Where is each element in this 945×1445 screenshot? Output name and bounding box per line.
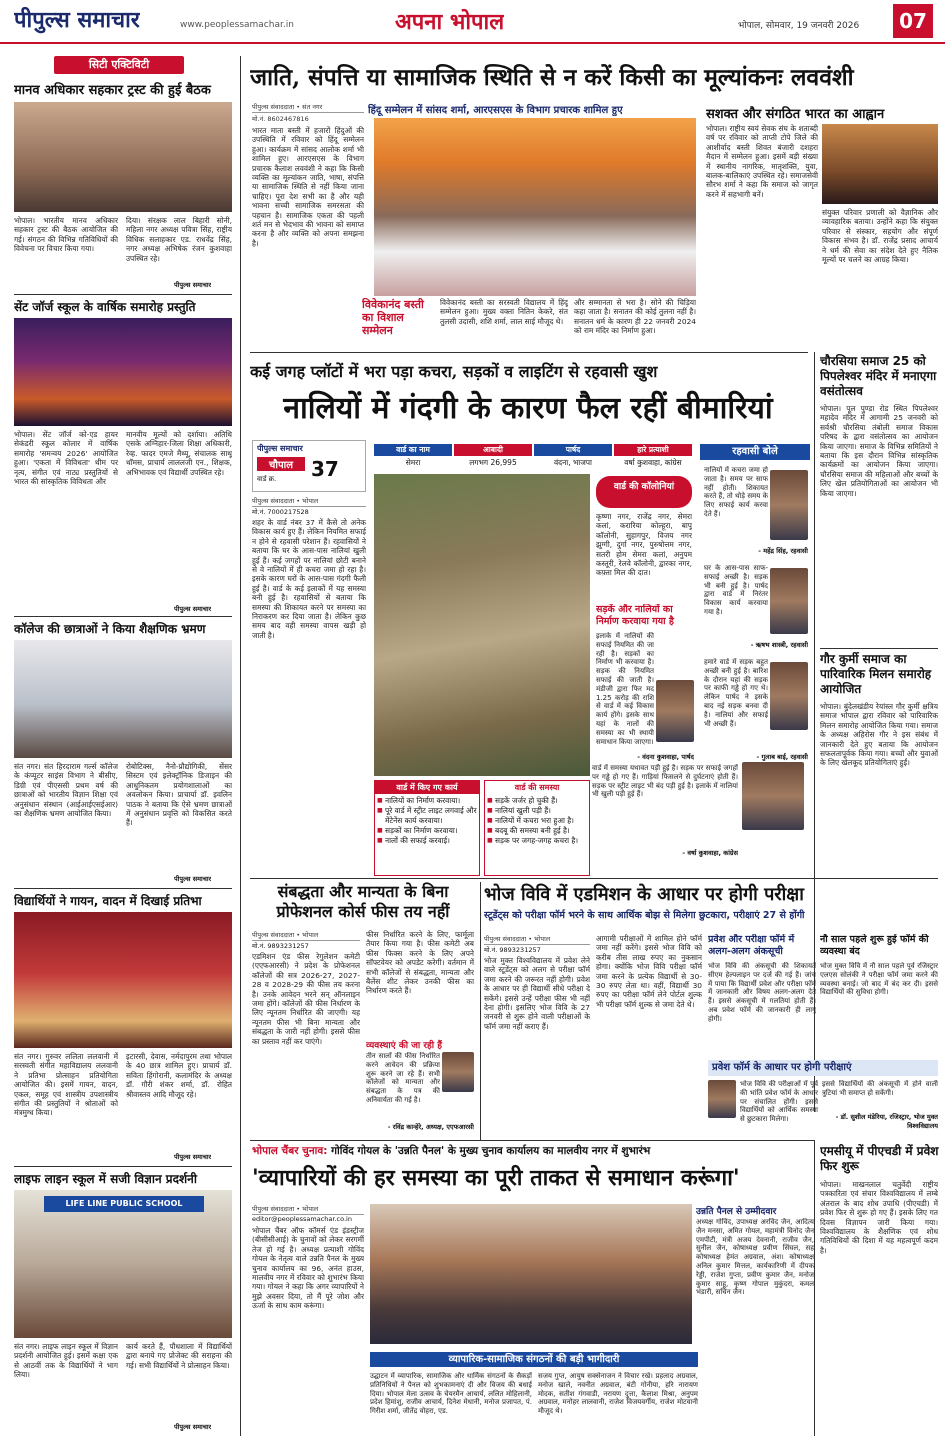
ward-table-head-4: हारे प्रत्याशी xyxy=(614,444,692,456)
bhoj-side-2-body: भोज विवि की परीक्षाओं में पूर्व की भांति प्रवेश फॉर्म के आधार पर संचालित होंगी। इससे विद्यार्थियों को आर्थिक समस्या से छुटकारा मिलेगा। xyxy=(740,1080,818,1124)
right-story-3-body: भोज मुक्त विवि में नौ साल पहले पूर्व रजिस्ट्रार एलएस सोलंकी ने परीक्षा फॉर्म जमा करने की व्यवस्था बनाई। जो बाद में बंद कर दी। इससे विद्यार्थियों की सुविधा होगी। xyxy=(820,962,938,997)
chamber-email: editor@peoplessamachar.co.in xyxy=(252,1215,352,1223)
problems-box xyxy=(484,780,590,876)
right-story-2-title: गौर कुर्मी समाज का पारिवारिक मिलन समारोह आयोजित xyxy=(820,652,932,696)
left-story-4-title: विद्यार्थियों ने गायन, वादन में दिखाई प्रतिभा xyxy=(14,894,202,908)
problems-title: वार्ड की समस्या xyxy=(514,783,560,792)
ward-table-val-1: सेमरा xyxy=(405,458,421,467)
ward-table-head-3: पार्षद xyxy=(534,444,612,456)
left-story-1-photo xyxy=(14,102,232,212)
left-story-4-credit: पीपुल्स समाचार xyxy=(174,1153,212,1161)
resident-2-text: घर के आस-पास साफ-सफाई अच्छी है। सड़क भी बनी हुई है। पार्षद द्वारा वार्ड में निरंतर विकास कार्य करवाया गया है। xyxy=(704,564,768,616)
ward-number: 37 xyxy=(311,457,339,481)
fees-body: एडमिशन एंड फीस रेगुलेशन कमेटी (एएफआरसी) ने प्रदेश के प्रोफेशनल कॉलेजों की सत्र 2026-27, 2027-28 व 2028-29 की फीस तय करना है। उनके आवेदन भरने सन् ऑनलाइन जमा होंगे। कॉलेजों की फीस निर्धारण के लिए न्यूनतम निर्धारित की जाएगी। यह न्यूनतम फीस भी बिना मान्यता और संबद्धता के जारी नहीं होगी। इससे फीस का प्रस्ताव नहीं कर पाएंगे। xyxy=(252,952,360,1046)
resident-2-photo xyxy=(770,568,808,634)
lead-phone: मो.नं. 8602467816 xyxy=(252,115,309,123)
fees-phone: मो.नं. 9893231257 xyxy=(252,942,309,950)
fees-body-2: फीस निर्धारित करने के लिए, फार्मूला तैयार किया गया है। फीस कमेटी अब फीस फिक्स करने के लिए अपने सॉफ्टवेयर को अपडेट करेगी। वर्तमान में सभी कॉलेजों से संबद्धता, मान्यता और बैलेंस शीट लेकर उनकी फीस का निर्धारण करते हैं। xyxy=(366,930,474,996)
resident-3-sign: - गुलाब बाई, रहवासी xyxy=(756,753,808,761)
fees-box-body: तीन सालों की फीस निर्धारित करने आवेदन की प्रक्रिया शुरू करने जा रहे हैं। सभी कॉलेजों को मान्यता और संबद्धता के पत्र की अनिवार्यता की गई है। xyxy=(366,1052,440,1104)
civic-phone: मो.नं. 7000217528 xyxy=(252,508,309,516)
left-column xyxy=(14,56,232,1436)
page-number: 07 xyxy=(893,4,933,38)
bhoj-side-2-sign: - डॉ. सुशील मंडेरिया, रजिस्ट्रार, भोज मुक्त विश्वविद्यालय xyxy=(835,1113,938,1130)
civic-body: शहर के वार्ड नंबर 37 में कैसे तो अनेक विकास कार्य हुए हैं। लेकिन नियमित सफाई न होने से रहवासी परेशान हैं। रहवासियों ने बताया कि घर के आस-पास नालियां खुली हुई हैं। कई जगहों पर नालियां छोटी बनाने से वे नालियों में ही कचरा जमा हो रहा है। इसके कारण घरों के आस-पास गंदगी फैली हुई है। वार्ड के कई इलाकों में यह समस्या बनी हुई है। रहवासियों से बताया कि समस्या की शिकायत करने पर समस्या का निराकरण कर दिया जाता है। लेकिन कुछ समय बाद वही समस्या वापस खड़ी हो जाती है। xyxy=(252,518,366,640)
bhoj-byline: पीपुल्स संवाददाता • भोपाल xyxy=(484,934,590,945)
chamber-bar-body-2: सजय गुप्त, आयुष सक्सेनाजन ने विचार रखे। प्रहलाद अग्रवाल, मनोज खाले, नवनीत अग्रवाल, बंटी गोनीया, हरि नारायण मोदक, सतीश गंगवाडी, नरायण दुत्ता, कैलाश मिश्रा, अनुपम अग्रवाल, मनोहर लालवानी, राजेश विजयवर्गीय, राजेश मोटवानी मौजूद थे। xyxy=(538,1372,698,1416)
left-story-5-credit: पीपुल्स समाचार xyxy=(174,1423,212,1431)
right-story-4-body: भोपाल। माखनलाल चतुर्वेदी राष्ट्रीय पत्रकारिता एवं संचार विश्वविद्यालय में लम्बे अंतराल के बाद शोध उपाधि (पीएचडी) में प्रवेश फिर से शुरू हो गए हैं। इसके लिए गत दिवस विज्ञापन जारी किया गया। विश्वविद्यालय के शैक्षणिक एवं शोध गतिविधियों की दिशा में यह महत्वपूर्ण कदम है। xyxy=(820,1180,938,1255)
civic-quote-2: वार्ड में समस्या यथावत पड़ी हुई है। सड़क पर सफाई जगहों पर गड्ढे हो गए हैं। गाड़ियां फिसलने से दुर्घटनाएं होती हैं। सड़क पर स्ट्रीट लाइट भी बंद पड़ी हुई है। इलाके में नालियां भी खुली पड़ी हुई हैं। xyxy=(592,764,738,799)
bhoj-phone: मो.नं. 9893231257 xyxy=(484,946,541,954)
bhoj-side-1-body: भोज विवि की अंकसूची की शिकायतें सीएम हेल्पलाइन पर दर्ज की गई हैं। जांच में पाया कि विद्यार्थी प्रवेश और परीक्षा फॉर्म में जानकारी और विषय अलग-अलग देते हैं। इससे अंकसूची में गलतियां होती हैं। अब प्रवेश फॉर्म की जानकारी ही लागू होगी। xyxy=(708,962,816,1023)
chamber-panel-body: अध्यक्ष गोविंद, उपाध्यक्ष अरविंद जैन, आदित्य जैन मनसा, अमित गोयल, महामंत्री विनोद जैन एमपीटी, मंत्री अजय देवनानी, राजीव जैन, सुनील जैन, कोषाध्यक्ष प्रवीण सिंघल, सह कोषाध्यक्ष हेमंत अग्रवाल, अंश। कोषाध्यक्ष अनिल कुमार मित्तल, कार्यकारिणी में दीपक रेड्डी, राजेश गुप्ता, प्रवीण कुमार जैन, मनोज कुमार साहू, कृष्ण गोपाल मुकुंदरा, कमल भंडारी, सचिन जैन। xyxy=(696,1218,814,1297)
civic-kicker: कई जगह प्लॉटों में भरा पड़ा कचरा, सड़कों व लाइटिंग से रहवासी खुश xyxy=(250,362,658,381)
left-story-1-body-a: भोपाल। भारतीय मानव अधिकार सहकार ट्रस्ट की बैठक आयोजित की गई। संगठन की विभिन्न गतिविधियों की विवेचना पर विचार किया गया। xyxy=(14,216,118,254)
residents-panel xyxy=(700,444,810,762)
chamber-panel-extra xyxy=(704,1358,814,1434)
problems-item: ■ बदबू की समस्या बनी हुई है। xyxy=(487,826,589,836)
left-story-4-photo xyxy=(14,912,232,1048)
resident-1-sign: - महेंद्र सिंह, रहवासी xyxy=(758,547,808,555)
ward-table-head-1: वार्ड का नाम xyxy=(374,444,452,456)
left-story-2-title: सेंट जॉर्ज स्कूल के वार्षिक समारोह प्रस्तुति xyxy=(14,300,196,314)
left-story-3-credit: पीपुल्स समाचार xyxy=(174,875,212,883)
ward-table xyxy=(374,444,692,472)
left-story-5-body-a: संत नगर। लाइफ लाइन स्कूल में विज्ञान प्रदर्शनी आयोजित हुई। इसमें कक्षा एक से आठवीं तक के विद्यार्थियों ने भाग लिया। xyxy=(14,1342,118,1380)
chamber-kicker-label: भोपाल चैंबर चुनाव: xyxy=(252,1145,328,1157)
works-item: ■ सड़कों का निर्माण करवाया। xyxy=(377,826,479,836)
problems-item: ■ नालियों में कचरा भरा हुआ है। xyxy=(487,816,589,826)
lead-photo xyxy=(374,118,696,296)
left-story-5-photo xyxy=(14,1190,232,1338)
civic-headline: नालियों में गंदगी के कारण फैल रहीं बीमारियां xyxy=(283,391,773,426)
works-item: ■ नालों की सफाई करवाई। xyxy=(377,836,479,846)
chamber-kicker xyxy=(252,1144,812,1158)
problems-item: ■ नालियां खुली पड़ी हैं। xyxy=(487,806,589,816)
chamber-panel-title: उन्नति पैनल से उम्मीदवार xyxy=(696,1207,777,1217)
civic-box-body: इलाके में नालियों की सफाई नियमित की जा रही है। सड़कों का निर्माण भी करवाया है। सड़क की नियमित सफाई की जाती है। मंडीजी द्वारा फिर मद 1.25 करोड़ की राशि से वार्ड में कई विकास कार्य होंगे। इसके साथ यहां के नालों की समस्या का भी स्थायी समाधान किया जाएगा। xyxy=(596,632,654,746)
lead-caption-a: विवेकानंद बस्ती का सरस्वती विद्यालय में हिंदू सम्मेलन हुआ। मुख्य वक्ता नितिन केकरे, संत तुलसी उदासी, शशि शर्मा, लाल साई मौजूद थे। xyxy=(440,298,568,326)
opposition-photo xyxy=(742,762,804,830)
lead-body: भारत माता बस्ती में हजारों हिंदुओं की उपस्थिति में रविवार को हिंदू सम्मेलन हुआ। कार्यक्रम में सांसद आलोक शर्मा भी शामिल हुए। आरएसएस के विभाग प्रचारक कैलाश लववंशी ने कहा कि किसी व्यक्ति का मूल्यांकन जाति, भाषा, संपत्ति या सामाजिक स्थिति से नहीं किया जाना चाहिए। पूरा देश सभी का है और यही भावना सच्ची सामाजिक समरसता की पहचान है। सामाजिक एकता की पहली शर्त मन से भेदभाव की भावना को समाप्त करना है और व्यक्ति को अपना समझना है। xyxy=(252,126,364,248)
problems-item: ■ सड़कें जर्जर हो चुकी हैं। xyxy=(487,796,589,806)
ward-table-val-3: वंदना, भाजपा xyxy=(553,458,592,467)
councillor-photo xyxy=(656,680,694,742)
left-story-4-body-b: इटारसी, देवास, नर्मदापुरम तथा भोपाल के 40 छात्र शामिल हुए। प्राचार्य डॉ. सविता हिंगोरानी, कलामंदिर के अध्यक्ष डॉ. गौरी शंकर शर्मा, डॉ. रोहित श्रीवास्तव आदि मौजूद रहे। xyxy=(126,1052,232,1099)
civic-photo xyxy=(374,474,590,776)
lead-deck: हिंदू सम्मेलन में सांसद शर्मा, आरएसएस के विभाग प्रचारक शामिल हुए xyxy=(368,105,623,116)
resident-3-photo xyxy=(770,662,808,730)
fees-official-photo xyxy=(442,1052,474,1092)
bhoj-side-1-title: प्रवेश और परीक्षा फॉर्म में अलग-अलग अंकसूची xyxy=(708,934,795,957)
bhoj-side-2-title: प्रवेश फॉर्म के आधार पर होगी परीक्षाएं xyxy=(708,1060,938,1076)
resident-2-sign: - ऋषभ शास्त्री, रहवासी xyxy=(750,641,808,649)
bhoj-body-2: आगामी परीक्षाओं में शामिल होने फॉर्म जमा नहीं करेंगे। इससे भोज विवि को करीब तीस लाख रुपए का नुकसान होगा। क्योंकि भोज विवि परीक्षा फॉर्म जमा करने के प्रत्येक विद्यार्थी से 30-30 रुपए लेता था। वहीं, विद्यार्थी 30 रुपए का परीक्षा फॉर्म लेने पोर्टल शुल्क भी परीक्षा फॉर्म शुल्क से जमा देते थे। xyxy=(596,934,702,1009)
chamber-bar-body: उद्घाटन में व्यापारिक, सामाजिक और धार्मिक संगठनों के सैकड़ों प्रतिनिधियों ने पैनल को शुभकामनाएं दी और विजय की बधाई दिया। भोपाल मेला उत्सव के चेयरमैन आचार्य, ललित मोहिलानी, प्रदेश हिमांशु, राजीव आचार्य, दिनेश मेधानी, मनोज प्रजापत, पं. गिरीश शर्मा, जीतेंद्र वोहरा, एड. xyxy=(370,1372,532,1416)
site-url: www.peoplessamachar.in xyxy=(180,20,294,30)
right-story-3-title: नौ साल पहले शुरू हुई फॉर्म की व्यवस्था बंद xyxy=(820,934,929,957)
fees-box xyxy=(366,1038,474,1138)
resident-1-photo xyxy=(770,470,808,540)
left-story-3-photo xyxy=(14,640,232,758)
colonies-list: कृष्णा नगर, राजेंद्र नगर, सेमरा कलां, करारिया कोल्हूरा, बापू कॉलोनी, सुहागपुर, विजय नगर झुग्गी, दुर्गा नगर, पुरुषोत्तम नगर, सतरी होम सेमरा कलां, अनुपम कस्तूरी, रेलवे कॉलोनी, द्वारका नगर, कफ़्ता मिल की दात। xyxy=(596,512,692,578)
right-story-1-body: भोपाल। पूल पुण्डा रोड स्थित पिपलेश्वर महादेव मंदिर में आगामी 25 जनवरी को सर्वश्री चौरसिया तंबोली समाज विकास परिषद के द्वारा वसंतोत्सव का आयोजन किया जाएगा। समाज के विभिन्न समितियों ने बताया कि इस दौरान विभिन्न सांस्कृतिक कार्यक्रमों का आयोजन किया जाएगा। चौरसिया समाज की महिलाओं और बच्चों के लिए खेल प्रतियोगिताओं का आयोजन भी किया जाएगा। xyxy=(820,404,938,498)
lead-caption-title: विवेकानंद बस्ती का विशाल सम्मेलन xyxy=(362,298,424,337)
bhoj-side-2-body-2: इससे विद्यार्थियों की अंकसूची में होने वाली त्रुटियां भी समाप्त हो सकेंगी। xyxy=(822,1080,938,1097)
ward-table-val-4: वर्षा कुशवाहा, कांग्रेस xyxy=(624,458,682,467)
left-story-2-credit: पीपुल्स समाचार xyxy=(174,605,212,613)
left-story-4-body-a: संत नगर। गुरुवर ललिता ललवानी में सरस्वती संगीत महाविद्यालय ललवानी ने प्रतिभा प्रोत्साहन प्रतियोगिता आयोजित की। इसमें गायन, वादन, एकल, समूह एवं शास्त्रीय उपशास्त्रीय संगीत की प्रस्तुतियों ने श्रोताओं को मंत्रमुग्ध किया। xyxy=(14,1052,118,1118)
ward-label: वार्ड क्र. xyxy=(257,475,277,483)
school-sign: LIFE LINE PUBLIC SCHOOL xyxy=(44,1196,204,1212)
dateline: भोपाल, सोमवार, 19 जनवरी 2026 xyxy=(738,21,860,31)
left-story-1-title: मानव अधिकार सहकार ट्रस्ट की हुई बैठक xyxy=(14,83,211,98)
residents-title: रहवासी बोले xyxy=(700,444,810,460)
chamber-kicker-text: गोविंद गोयल के 'उन्नति पैनल' के मुख्य चुनाव कार्यालय का मालवीय नगर में शुभारंभ xyxy=(327,1145,651,1157)
lead-side-body: भोपाल। राष्ट्रीय स्वयं सेवक संघ के शताब्दी वर्ष पर रविवार को ताप्ती टोपे जिले की आशीर्वाद बस्ती शिवत बंजारी दशहरा मैदान में सम्मेलन हुआ। इसमें बड़ी संख्या में स्थानीय नागरिक, मातृशक्ति, युवा, बालक-बालिकाएं उपस्थित रहे। समाजसेवी सौरभ शर्मा ने कहा कि समाज को जागृत करने में सहभागी बनें। xyxy=(706,124,818,199)
right-story-1-title: चौरसिया समाज 25 को पिपलेश्वर मंदिर में मनाएगा वसंतोत्सव xyxy=(820,354,937,398)
works-item: ■ पूरे वार्ड में स्ट्रीट लाइट लगवाई और मेंटेनेंस कार्य करवाया। xyxy=(377,806,479,826)
lead-byline: पीपुल्स संवाददाता • संत नगर xyxy=(252,102,364,113)
ward-table-head-2: आबादी xyxy=(454,444,532,456)
right-story-2-body: भोपाल। बुंदेलखंडीय रेयांस्ल गौर कुर्मी क्षत्रिय समाज भोपाल द्वारा रविवार को पारिवारिक मिलन समारोह आयोजित किया गया। समाज के अध्यक्ष अहिरोस गौर ने इस संबंध में जानकारी देते हुए बताया कि आयोजन सफलतापूर्वक किया गया। बच्चों और युवाओं के लिए खेलकूद प्रतियोगिताएं हुईं। xyxy=(820,702,938,768)
masthead xyxy=(0,0,945,44)
left-story-2-body-b: मानवीय मूल्यों को दर्शाया। अतिथि एसके अग्निहार-जिला शिक्षा अधिकारी, रेव्ह. फादर एमजे मैथ्यू, संचालक साथू थॉमस, प्राचार्य लाललजी एन., शिक्षक, अभिभावक एवं विद्यार्थी उपस्थित रहे। xyxy=(126,430,232,477)
chamber-byline: पीपुल्स संवाददाता • भोपाल xyxy=(252,1204,364,1215)
chaupal-label: चौपाल xyxy=(257,457,305,471)
works-list xyxy=(377,796,479,846)
fees-box-sign: - रविंद्र कान्हेरे, अध्यक्ष, एएफआरसी xyxy=(387,1123,474,1131)
fees-box-title: व्यवस्थाएं की जा रही हैं xyxy=(366,1041,443,1051)
chamber-headline: 'व्यापारियों की हर समस्या का पूरी ताकत से समाधान करूंगा' xyxy=(252,1165,740,1191)
bhoj-deck: स्टूडेंट्स को परीक्षा फॉर्म भरने के साथ आर्थिक बोझ से मिलेगा छुटकारा, परीक्षाएं 27 से होंगी xyxy=(484,910,805,921)
works-box xyxy=(374,780,480,876)
resident-3-text: हमारे वार्ड में सड़क बहुत अच्छी बनी हुई है। बारिश के दौरान यहां की सड़क पर काफी गड्ढे हो गए थे। लेकिन पार्षद ने इसके बाद नई सड़क बनवा दी है। नालियां और सफाई भी अच्छी हैं। xyxy=(704,658,768,728)
section-title: अपना भोपाल xyxy=(395,9,505,35)
problems-item: ■ सड़क पर जगह-जगह कचरा है। xyxy=(487,836,589,846)
bhoj-headline: भोज विवि में एडमिशन के आधार पर होगी परीक्षा xyxy=(484,884,804,905)
fees-byline: पीपुल्स संवाददाता • भोपाल xyxy=(252,930,360,941)
left-story-2-photo xyxy=(14,318,232,426)
civic-quote-2-sign: - वर्षा कुशवाहा, कांग्रेस xyxy=(682,849,738,857)
left-story-5-title: लाइफ लाइन स्कूल में सजी विज्ञान प्रदर्शनी xyxy=(14,1172,197,1186)
problems-list xyxy=(487,796,589,846)
civic-box-title: सड़कें और नालियों का निर्माण करवाया गया है xyxy=(596,604,674,627)
registrar-photo xyxy=(708,1080,736,1118)
colonies-title: वार्ड की कॉलोनियां xyxy=(596,476,692,508)
fees-headline: संबद्धता और मान्यता के बिना प्रोफेशनल कोर्स फीस तय नहीं xyxy=(276,882,450,921)
right-story-4-title: एमसीयू में पीएचडी में प्रवेश फिर शुरू xyxy=(820,1144,939,1173)
works-title: वार्ड में किए गए कार्य xyxy=(375,781,479,794)
civic-byline: पीपुल्स संवाददाता • भोपाल xyxy=(252,496,366,507)
works-item: ■ नालियों का निर्माण करवाया। xyxy=(377,796,479,806)
lead-caption-b: और सम्मानता से भरा है। सोने की चिड़िया कहा जाता है। सनातन की कोई तुलना नहीं है। सनातन धर्म के कारण ही 22 जनवरी 2024 को राम मंदिर का निर्माण हुआ। xyxy=(574,298,696,336)
left-story-3-title: कॉलेज की छात्राओं ने किया शैक्षणिक भ्रमण xyxy=(14,622,206,636)
chamber-photo xyxy=(370,1204,692,1344)
left-story-2-body-a: भोपाल। सेंट जॉर्ज को-एड हायर सेकंडरी स्कूल कोलार में वार्षिक समारोह 'समन्वय 2026' आयोजित हुआ। 'एकता में विविधता' थीम पर नृत्य, संगीत एवं नाट्य प्रस्तुतियों से भारत की सांस्कृतिक विविधता और xyxy=(14,430,118,487)
left-story-5-body-b: कार्य करते हैं, पौधशाला में विद्यार्थियों द्वारा बनाये गए प्रोजेक्ट की सराहना की गई। सभी विद्यार्थियों ने प्रोत्साहन किया। xyxy=(126,1342,232,1370)
chaupal-box xyxy=(252,440,366,492)
lead-side-title: सशक्त और संगठित भारत का आह्वान xyxy=(706,107,885,122)
brand-logo: पीपुल्स समाचार xyxy=(14,7,140,33)
chaupal-brand: पीपुल्स समाचार xyxy=(257,444,303,453)
left-story-3-body-b: रोबोटिक्स, नैनो-प्रौद्योगिकी, सेंसर सिस्टम एवं इलेक्ट्रॉनिक डिजाइन की आधुनिकतम प्रयोगशालाओं का अवलोकन किया। प्राचार्या डॉ. इवलिन पाठक ने बताया कि ऐसे भ्रमण छात्राओं में अनुसंधान प्रवृत्ति को विकसित करते हैं। xyxy=(126,762,232,828)
chamber-body: भोपाल चैंबर ऑफ कॉमर्स एंड इंडस्ट्रीज (बीसीसीआई) के चुनावों को लेकर सरगर्मी तेज हो गई है। अध्यक्ष प्रत्याशी गोविंद गोयल के नेतृत्व वाले उन्नति पैनल के मुख्य चुनाव कार्यालय का 96, अनंत हाउस, मालवीय नगर में रविवार को शुभारंभ किया गया। गोयल ने कहा कि अगर व्यापारियों ने मुझे अवसर दिया, तो मैं पूरे जोश और ऊर्जा के साथ काम करूंगा। xyxy=(252,1226,364,1311)
left-story-1-body-b: दिया। संरक्षक लाल बिहारी सोनी, महिला नगर अध्यक्ष पवित्रा सिंह, राष्ट्रीय विधिक सलाहकार एड. राधवेंद्र सिंह, नगर अध्यक्ष अभिषेक रंजन कुशवाहा उपस्थित रहे। xyxy=(126,216,232,263)
lead-side-body-2: संयुक्त परिवार प्रणाली को वैज्ञानिक और व्यावहारिक बताया। उन्होंने कहा कि संयुक्त परिवार से संस्कार, सहयोग और संपूर्ण विकास संभव है। डॉ. राजेंद्र प्रसाद आचार्य ने धर्म की सेवा का संदेश देते हुए नैतिक मूल्यों पर चलने का आग्रह किया। xyxy=(822,208,938,265)
chamber-bar: व्यापारिक-सामाजिक संगठनों की बड़ी भागीदारी xyxy=(370,1352,698,1367)
resident-1-text: नालियों में कचरा जमा हो जाता है। समय पर साफ नहीं होती। शिकायत करते हैं, तो थोड़े समय के लिए सफाई कार्य करवा देते हैं। xyxy=(704,466,768,518)
lead-side-photo xyxy=(822,124,938,204)
left-story-3-body-a: संत नगर। संत हिरदाराम गर्ल्स कॉलेज के कंप्यूटर साइंस विभाग ने बीसीए, डिग्री एवं पीएससी प्रथम वर्ष की छात्राओं को भारतीय विज्ञान शिक्षा एवं अनुसंधान संस्थान (आईआईएसईआर) का शैक्षणिक भ्रमण आयोजित किया। xyxy=(14,762,118,819)
lead-headline: जाति, संपत्ति या सामाजिक स्थिति से न करें किसी का मूल्यांकनः लववंशी xyxy=(250,64,854,91)
bhoj-body: भोज मुक्त विश्वविद्यालय में प्रवेश लेने वाले स्टूडेंट्स को अलग से परीक्षा फॉर्म जमा करने की जरूरत नहीं होगी। प्रवेश के आधार पर ही विद्यार्थी सीधे परीक्षा दे सकेंगे। इससे उन्हें परीक्षा फीस भी नहीं देना होगी। इसलिए भोज विवि के 27 जनवरी से शुरू होने वाली परीक्षाओं के फॉर्म जमा नहीं कराए हैं। xyxy=(484,956,590,1031)
city-activity-tag: सिटी एक्टिविटी xyxy=(54,56,184,74)
left-story-1-credit: पीपुल्स समाचार xyxy=(174,281,212,289)
ward-table-val-2: लगभग 26,995 xyxy=(469,458,517,467)
civic-box-sign: - वंदना कुशवाहा, पार्षद xyxy=(637,753,694,761)
